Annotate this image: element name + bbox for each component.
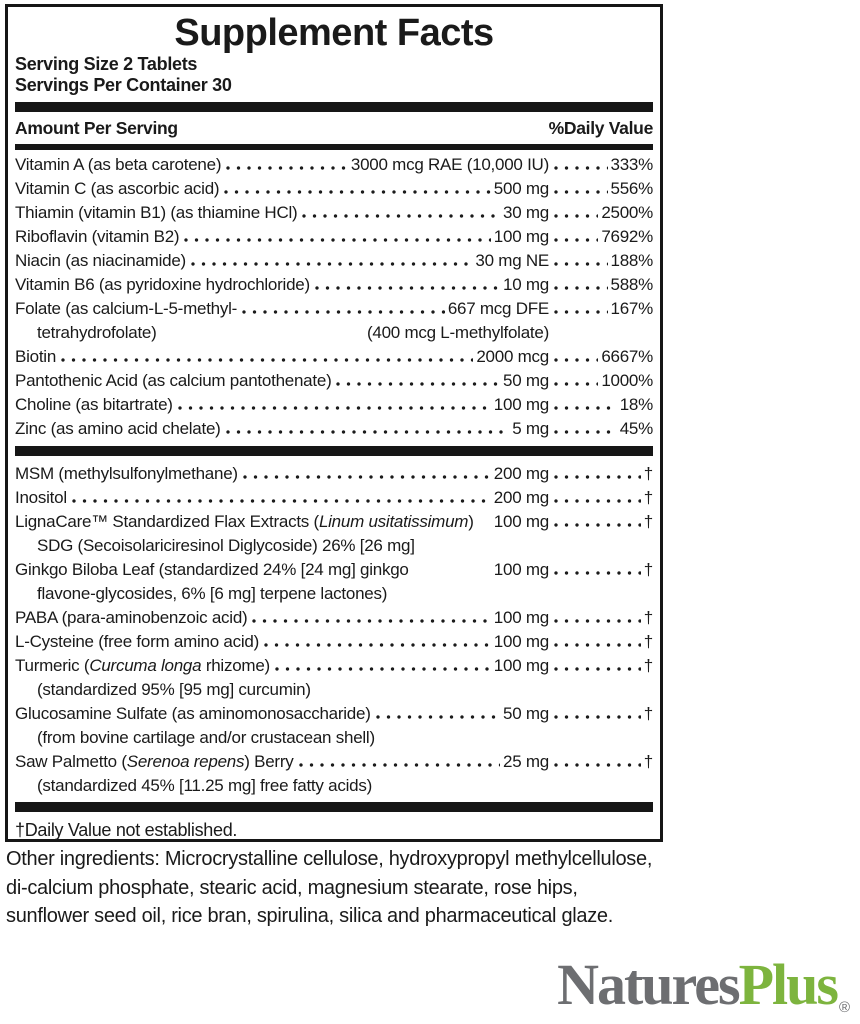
dot-leader [222,177,490,201]
dot-leader [552,393,617,417]
dot-leader [224,153,348,177]
nutrient-daily-value: 45% [619,419,653,438]
nutrient-amount: 30 mg [503,203,549,222]
nutrient-row [15,393,653,417]
nutrient-row [15,486,653,510]
nutrient-name: Vitamin B6 (as pyridoxine hydrochloride) [15,275,310,294]
nutrient-daily-value: † [643,656,653,675]
nutrient-name: Biotin [15,347,57,366]
nutrient-amount: 500 mg [493,179,549,198]
nutrient-row [15,369,653,393]
subline-left: SDG (Secoisolariciresinol Diglycoside) 26% [26 mg] [37,536,415,555]
serving-size: Serving Size 2 Tablets [15,54,198,74]
nutrient-line [15,558,653,582]
dot-leader [552,417,617,441]
nutrient-name: Niacin (as niacinamide) [15,251,186,270]
dot-leader [262,630,491,654]
nutrient-row [15,606,653,630]
vitamins-section [15,150,653,441]
daily-value-cell [549,510,653,534]
daily-value-cell [549,225,653,249]
nutrient-row [15,249,653,273]
nutrient-line [15,654,653,678]
dot-leader [224,417,510,441]
nutrient-amount: 100 mg [493,632,549,651]
nutrient-line [15,462,653,486]
nutrient-daily-value: † [643,464,653,483]
nutrient-name: Glucosamine Sulfate (as aminomonosaccharide) [15,704,371,723]
nutrient-line [15,486,653,510]
nutrient-daily-value: 2500% [601,203,653,222]
nutrient-daily-value: 588% [610,275,653,294]
nutrient-daily-value: † [643,752,653,771]
nutrient-subline [15,321,653,345]
nutrient-line [15,177,653,201]
nutrient-subline [15,726,653,750]
nutrient-daily-value: † [643,560,653,579]
nutrient-daily-value: † [643,488,653,507]
divider-bar-top [15,102,653,112]
dot-leader [189,249,472,273]
nutrient-daily-value: 556% [610,179,653,198]
nutrient-row [15,417,653,441]
column-header-row [15,112,653,144]
daily-value-cell [549,606,653,630]
dot-leader [334,369,500,393]
nutrient-daily-value: 1000% [601,371,653,390]
nutrient-line [15,201,653,225]
subline-left: tetrahydrofolate) [37,323,157,342]
nutrient-line [15,702,653,726]
nutrient-name: PABA (para-aminobenzoic acid) [15,608,248,627]
dot-leader [477,510,491,534]
dot-leader [552,249,608,273]
nutrient-row [15,510,653,558]
nutrient-name: Pantothenic Acid (as calcium pantothenate) [15,371,332,390]
daily-value-cell [549,345,653,369]
nutrient-amount: 5 mg [512,419,549,438]
subline-left: (from bovine cartilage and/or crustacean shell) [37,728,375,747]
dot-leader [552,177,608,201]
daily-value-cell [549,201,653,225]
nutrient-row [15,225,653,249]
nutrient-row [15,750,653,798]
daily-value-cell [549,486,653,510]
dot-leader [552,654,641,678]
subline-left: flavone-glycosides, 6% [6 mg] terpene lactones) [37,584,388,603]
nutrient-amount: 10 mg [503,275,549,294]
nutrient-daily-value: 6667% [601,347,653,366]
nutrient-name: Zinc (as amino acid chelate) [15,419,221,438]
nutrient-name: Riboflavin (vitamin B2) [15,227,180,246]
nutrient-subline [15,534,653,558]
nutrient-amount: 100 mg [493,656,549,675]
daily-value-cell [549,249,653,273]
dot-leader [59,345,473,369]
nutrient-row [15,297,653,345]
brand-name-natures: Natures [557,952,739,1017]
daily-value-cell [549,177,653,201]
dot-leader [182,225,490,249]
nutrient-name: Choline (as bitartrate) [15,395,173,414]
dot-leader [552,630,641,654]
registered-trademark-icon: ® [838,999,850,1016]
brand-logo [557,952,850,1024]
nutrient-daily-value: † [643,632,653,651]
dot-leader [297,750,501,774]
nutrient-line [15,345,653,369]
nutrient-subline [15,774,653,798]
nutrient-line [15,225,653,249]
dot-leader [70,486,491,510]
nutrient-row [15,654,653,702]
daily-value-cell [549,369,653,393]
dot-leader [552,225,598,249]
nutrient-line [15,606,653,630]
daily-value-cell [549,558,653,582]
brand-name-plus: Plus [738,952,837,1017]
dot-leader [552,606,641,630]
nutrient-line [15,249,653,273]
subline-left: (standardized 45% [11.25 mg] free fatty acids) [37,776,372,795]
dot-leader [552,558,641,582]
dot-leader [552,486,641,510]
nutrient-row [15,558,653,606]
nutrient-row [15,177,653,201]
dot-leader [552,750,641,774]
dot-leader [552,297,608,321]
nutrient-name: Folate (as calcium-L-5-methyl- [15,299,238,318]
nutrient-row [15,153,653,177]
nutrient-daily-value: 333% [610,155,653,174]
nutrient-name: Inositol [15,488,67,507]
nutrient-line [15,273,653,297]
nutrient-name: Saw Palmetto (Serenoa repens) Berry [15,752,294,771]
nutrient-amount: 50 mg [503,371,549,390]
nutrient-line [15,297,653,321]
daily-value-cell [549,153,653,177]
nutrient-name: Ginkgo Biloba Leaf (standardized 24% [24 mg] ginkgo [15,560,409,579]
nutrient-name: L-Cysteine (free form amino acid) [15,632,260,651]
daily-value-header: %Daily Value [548,118,653,138]
nutrient-line [15,510,653,534]
nutrient-row [15,273,653,297]
dot-leader [240,297,445,321]
dot-leader [374,702,500,726]
subline-right: (400 mcg L-methylfolate) [366,323,549,342]
nutrient-amount: 100 mg [493,227,549,246]
nutrient-amount: 100 mg [493,560,549,579]
nutrient-row [15,201,653,225]
daily-value-cell [549,462,653,486]
divider-bar-middle [15,446,653,456]
dot-leader [273,654,491,678]
dot-leader [176,393,491,417]
nutrient-daily-value: 167% [610,299,653,318]
nutrient-name: Vitamin C (as ascorbic acid) [15,179,220,198]
nutrient-name: Thiamin (vitamin B1) (as thiamine HCl) [15,203,298,222]
nutrient-daily-value: 188% [610,251,653,270]
dot-leader [241,462,491,486]
nutrient-amount: 200 mg [493,488,549,507]
servings-per-container: Servings Per Container 30 [15,75,232,95]
dot-leader [552,273,608,297]
daily-value-cell [549,750,653,774]
nutrient-line [15,393,653,417]
dot-leader [300,201,500,225]
daily-value-cell [549,393,653,417]
nutrient-daily-value: † [643,704,653,723]
nutrient-daily-value: † [643,512,653,531]
nutrient-amount: 667 mcg DFE [447,299,549,318]
other-ingredients: Other ingredients: Microcrystalline cellulose, hydroxypropyl methylcellulose, di-calcium phosphate, stearic acid, magnesium stearate, rose hips, sunflower seed oil, rice bran, spirulina, silica and pharmaceutical glaze. [6,848,653,927]
dot-leader [552,462,641,486]
nutrient-row [15,702,653,750]
amount-per-serving-header: Amount Per Serving [15,118,178,138]
dot-leader [552,702,641,726]
nutrient-line [15,750,653,774]
nutrient-subline [15,582,653,606]
nutrient-amount: 50 mg [503,704,549,723]
dot-leader [250,606,490,630]
dot-leader [412,558,491,582]
daily-value-cell [549,654,653,678]
proprietary-section [15,459,653,798]
nutrient-line [15,369,653,393]
nutrient-row [15,630,653,654]
daily-value-cell [549,297,653,321]
nutrient-daily-value: 18% [619,395,653,414]
panel-title: Supplement Facts [174,12,494,54]
nutrient-daily-value: 7692% [601,227,653,246]
nutrient-name: Turmeric (Curcuma longa rhizome) [15,656,270,675]
daily-value-cell [549,630,653,654]
nutrient-line [15,630,653,654]
nutrient-amount: 25 mg [503,752,549,771]
nutrient-amount: 200 mg [493,464,549,483]
nutrient-name: MSM (methylsulfonylmethane) [15,464,238,483]
divider-bar-bottom [15,802,653,812]
daily-value-cell [549,417,653,441]
nutrient-name: Vitamin A (as beta carotene) [15,155,222,174]
nutrient-amount: 2000 mcg [476,347,549,366]
nutrient-row [15,462,653,486]
nutrient-amount: 100 mg [493,512,549,531]
nutrient-line [15,153,653,177]
nutrient-amount: 3000 mcg RAE (10,000 IU) [350,155,549,174]
dot-leader [552,369,598,393]
nutrient-daily-value: † [643,608,653,627]
dot-leader [552,510,641,534]
nutrient-amount: 30 mg NE [475,251,549,270]
nutrient-amount: 100 mg [493,608,549,627]
nutrient-subline [15,678,653,702]
supplement-facts-panel [5,4,663,842]
daily-value-cell [549,273,653,297]
daily-value-footnote: †Daily Value not established. [15,820,238,840]
daily-value-cell [549,702,653,726]
nutrient-line [15,417,653,441]
nutrient-name: LignaCare™ Standardized Flax Extracts (Linum usitatissimum) [15,512,474,531]
dot-leader [552,201,598,225]
dot-leader [313,273,500,297]
nutrient-amount: 100 mg [493,395,549,414]
dot-leader [552,345,598,369]
subline-left: (standardized 95% [95 mg] curcumin) [37,680,311,699]
dot-leader [552,153,608,177]
nutrient-row [15,345,653,369]
